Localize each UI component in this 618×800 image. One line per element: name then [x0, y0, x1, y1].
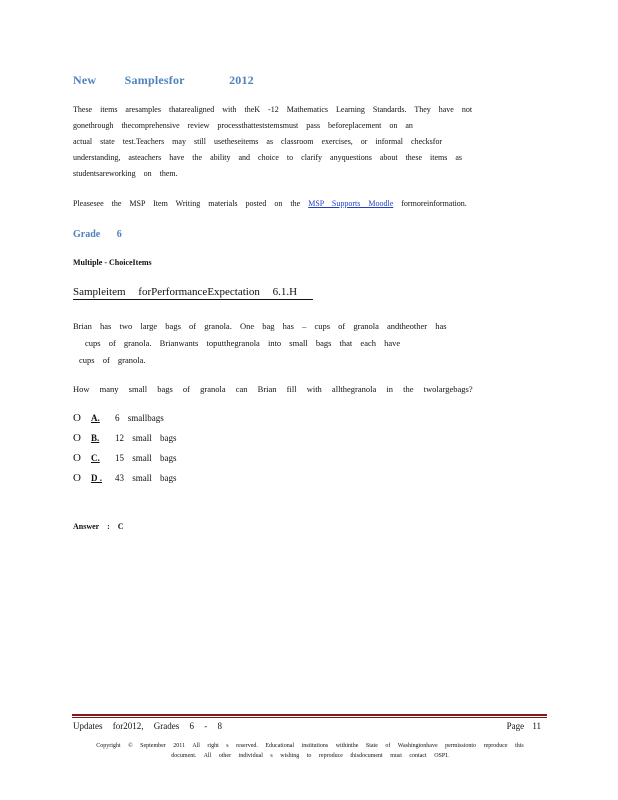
note-paragraph [73, 196, 543, 212]
choice-letter: A. [91, 413, 100, 423]
intro-line: studentsareworking on them. [73, 169, 178, 178]
question-text: How many small bags of granola can Brian fill with allthegranola in the twolargebags? [73, 384, 473, 394]
choice-text: 15 small bags [115, 453, 177, 463]
choice-a[interactable] [73, 408, 177, 428]
problem-text [73, 318, 513, 369]
radio-bubble-icon[interactable]: O [73, 432, 81, 444]
problem-line: Brian has two large bags of granola. One bag has – cups of granola andtheother has [73, 321, 447, 331]
choice-letter: B. [91, 433, 100, 443]
choice-text: 12 small bags [115, 433, 177, 443]
choice-text: 43 small bags [115, 473, 177, 483]
choice-letter: D . [91, 473, 102, 483]
radio-bubble-icon[interactable]: O [73, 412, 81, 424]
copyright-notice [80, 741, 540, 761]
choice-d[interactable] [73, 468, 177, 488]
radio-bubble-icon[interactable]: O [73, 452, 81, 464]
footer-divider [72, 714, 547, 716]
copyright-line: document. All other individual s wishing to reproduce thisdocument must contact OSPI. [171, 753, 449, 759]
choice-b[interactable] [73, 428, 177, 448]
sample-item-heading: Sampleitem forPerformanceExpectation 6.1.H [73, 286, 313, 300]
intro-line: gonethrough thecomprehensive review processthatteststemsmust pass beforeplacement on an [73, 121, 413, 130]
problem-line: cups of granola. [79, 355, 146, 365]
title-word-3: 2012 [229, 73, 254, 87]
footer-divider-thin [72, 717, 547, 718]
msp-moodle-link[interactable]: MSP Supports Moodle [308, 199, 394, 208]
title-word-2: Samplesfor [124, 73, 185, 87]
answer-key: Answer : C [73, 522, 124, 531]
choice-text: 6 smallbags [115, 413, 164, 423]
section-heading: Multiple - ChoiceItems [73, 258, 152, 267]
intro-paragraph [73, 102, 543, 182]
radio-bubble-icon[interactable]: O [73, 472, 81, 484]
footer-title: Updates for2012, Grades 6 - 8 [73, 721, 222, 731]
choice-letter: C. [91, 453, 100, 463]
answer-choices [73, 408, 177, 488]
grade-heading: Grade 6 [73, 229, 122, 240]
title-word-1: New [73, 73, 97, 87]
intro-line: understanding, asteachers have the ability and choice to clarify anyquestions about these items as [73, 153, 463, 162]
copyright-line: Copyright © September 2011 All right s reserved. Educational institutions withinthe State of Washingtonhave permissionto reproduce this [96, 743, 524, 749]
intro-line: actual state test.Teachers may still usetheseitems as classroom exercises, or informal checksfor [73, 137, 443, 146]
page-title [73, 73, 254, 88]
page-number: Page 11 [506, 721, 541, 731]
intro-line: These items aresamples thatarealigned with theK -12 Mathematics Learning Standards. They have not [73, 105, 473, 114]
problem-line: cups of granola. Brianwants toputthegranola into small bags that each have [85, 338, 401, 348]
choice-c[interactable] [73, 448, 177, 468]
note-text-after: formoreinformation. [393, 199, 467, 208]
note-text-before: Pleasesee the MSP Item Writing materials posted on the [73, 199, 309, 208]
